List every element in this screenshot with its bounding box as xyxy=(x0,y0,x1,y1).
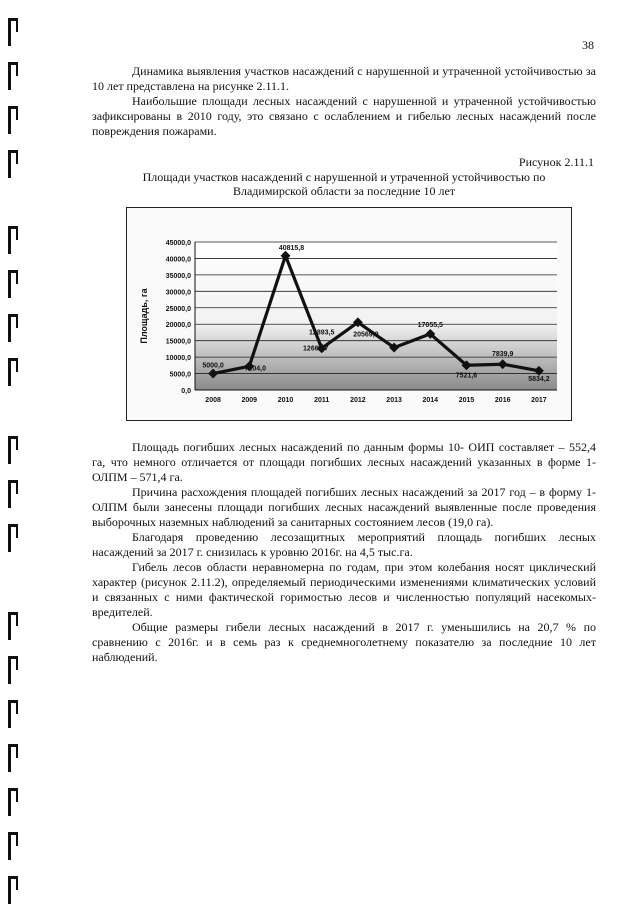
y-tick-label: 15000,0 xyxy=(165,338,191,346)
body-paragraph-3: Благодаря проведению лесозащитных мероприятий площадь погибших лесных насаждений за 2017 г. снизилась к уровню 2016г. на 4,5 тыс.га. xyxy=(92,530,596,559)
binding-mark xyxy=(6,436,18,464)
chart-frame xyxy=(126,207,572,421)
data-label: 12893,5 xyxy=(309,329,335,337)
x-tick-label: 2011 xyxy=(314,397,330,404)
x-tick-label: 2010 xyxy=(277,397,294,404)
x-tick-label: 2014 xyxy=(422,397,439,404)
page-number: 38 xyxy=(582,38,594,52)
y-tick-label: 25000,0 xyxy=(165,305,191,313)
figure-title-line-1: Площади участков насаждений с нарушенной и утраченной устойчивостью по xyxy=(142,170,546,184)
binding-mark xyxy=(6,314,18,342)
data-label: 5834,2 xyxy=(528,375,550,383)
body-paragraph-2: Причина расхождения площадей погибших лесных насаждений за 2017 год – в форму 1-ОЛПМ были занесены площади погибших лесных насаждений выявленные после проведения выборочных наземных наблюдений за санитарных состоянием лесов (19,0 га). xyxy=(92,485,596,529)
x-tick-label: 2016 xyxy=(494,397,511,404)
intro-text xyxy=(92,64,596,139)
y-tick-label: 40000,0 xyxy=(165,256,191,264)
binding-mark xyxy=(6,524,18,552)
body-text xyxy=(92,440,596,665)
data-label: 17055,5 xyxy=(417,321,443,329)
figure-title-line-2: Владимирской области за последние 10 лет xyxy=(232,184,456,198)
x-tick-label: 2008 xyxy=(205,397,221,404)
binding-mark xyxy=(6,700,18,728)
binding-mark xyxy=(6,656,18,684)
binding-mark xyxy=(6,62,18,90)
figure-title xyxy=(92,170,596,198)
binding-marks xyxy=(0,0,40,905)
binding-mark xyxy=(6,106,18,134)
y-tick-label: 35000,0 xyxy=(165,272,191,280)
y-tick-label: 0,0 xyxy=(181,388,191,395)
y-tick-label: 30000,0 xyxy=(165,289,191,297)
y-axis-label: Площадь, га xyxy=(139,288,149,344)
intro-paragraph-2: Наибольшие площади лесных насаждений с нарушенной и утраченной устойчивостью зафиксированы в 2010 году, это связано с ослаблением и гибелью лесных насаждений после повреждения пожарами. xyxy=(92,94,596,138)
binding-mark xyxy=(6,150,18,178)
data-label: 20569,9 xyxy=(353,331,379,339)
binding-mark xyxy=(6,18,18,46)
x-tick-label: 2012 xyxy=(350,397,366,404)
binding-mark xyxy=(6,480,18,508)
intro-paragraph-1: Динамика выявления участков насаждений с нарушенной и утраченной устойчивостью за 10 лет представлена на рисунке 2.11.1. xyxy=(92,64,596,93)
body-paragraph-5: Общие размеры гибели лесных насаждений в 2017 г. уменьшились на 20,7 % по сравнению с 2016г. и в семь раз к среднемноголетнему показателю за последние 10 лет наблюдений. xyxy=(92,620,596,664)
data-label: 12669,7 xyxy=(303,345,329,353)
data-label: 5000,0 xyxy=(202,362,224,370)
body-paragraph-1: Площадь погибших лесных насаждений по данным формы 10- ОИП составляет – 552,4 га, что немного отличается от площади погибших лесных насаждений указанных в форме 1-ОЛПМ – 571,4 га. xyxy=(92,440,596,484)
binding-mark xyxy=(6,612,18,640)
y-tick-label: 20000,0 xyxy=(165,322,191,330)
y-tick-label: 10000,0 xyxy=(165,355,191,363)
data-label: 40815,8 xyxy=(278,244,305,252)
y-tick-label: 45000,0 xyxy=(165,240,191,247)
data-label: 7521,6 xyxy=(455,372,478,380)
data-label: 7204,0 xyxy=(244,365,267,373)
binding-mark xyxy=(6,876,18,904)
x-tick-label: 2017 xyxy=(531,397,547,404)
body-paragraph-4: Гибель лесов области неравномерна по годам, при этом колебания носят циклический характер (рисунок 2.11.2), определяемый периодическими изменениями климатических условий и связанных с ними фактической горимостью лесов и численностью популяций насекомых-вредителей. xyxy=(92,560,596,619)
data-label: 7839,9 xyxy=(491,351,514,359)
x-tick-label: 2015 xyxy=(458,397,475,404)
binding-mark xyxy=(6,744,18,772)
x-tick-label: 2013 xyxy=(386,397,402,404)
binding-mark xyxy=(6,226,18,254)
binding-mark xyxy=(6,832,18,860)
line-chart xyxy=(127,208,571,420)
figure-label: Рисунок 2.11.1 xyxy=(518,155,594,169)
x-tick-label: 2009 xyxy=(241,397,258,404)
binding-mark xyxy=(6,788,18,816)
y-tick-label: 5000,0 xyxy=(169,371,191,379)
binding-mark xyxy=(6,358,18,386)
binding-mark xyxy=(6,270,18,298)
